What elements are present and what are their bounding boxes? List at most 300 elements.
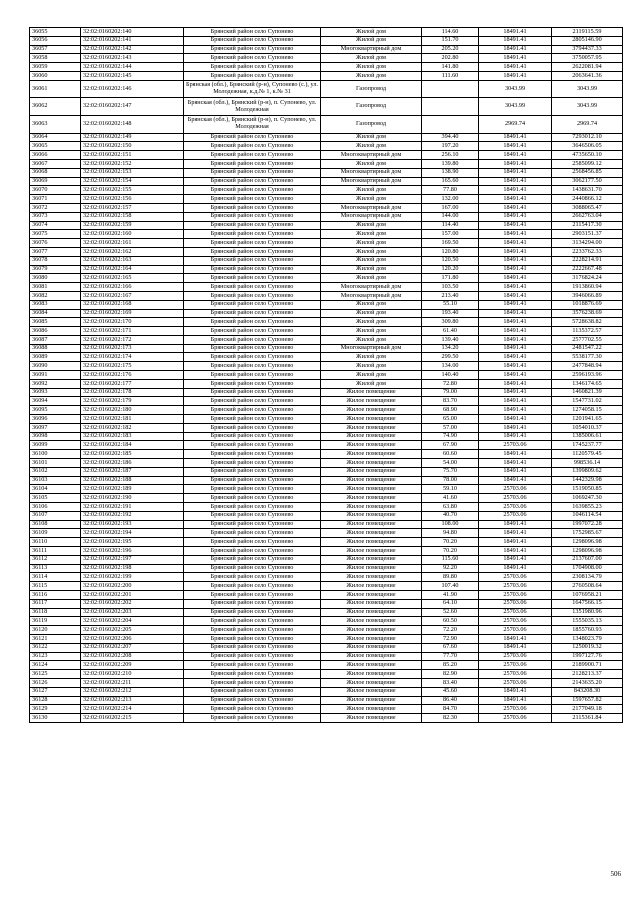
address-cell: Брянский район село Супонево	[184, 503, 321, 512]
area-cell: 213.40	[422, 291, 479, 300]
cadastral-value-cell: 1351980.96	[552, 608, 623, 617]
table-row	[30, 714, 623, 723]
cadastral-value-cell: 1460821.39	[552, 388, 623, 397]
row-number-cell: 36101	[30, 459, 81, 468]
address-cell: Брянский район село Супонево	[184, 705, 321, 714]
table-row	[30, 634, 623, 643]
cadastral-value-cell: 2577702.55	[552, 335, 623, 344]
table-row	[30, 309, 623, 318]
cadastral-number-cell: 32:02:0160202:188	[81, 476, 184, 485]
table-row	[30, 353, 623, 362]
area-cell: 205.20	[422, 45, 479, 54]
cadastral-value-cell: 2228214.91	[552, 256, 623, 265]
table-row	[30, 705, 623, 714]
object-type-cell: Жилой дом	[321, 239, 422, 248]
cadastral-number-cell: 32:02:0160202:197	[81, 555, 184, 564]
object-type-cell: Жилой дом	[321, 71, 422, 80]
object-type-cell: Жилое помещение	[321, 555, 422, 564]
address-cell: Брянский район село Супонево	[184, 511, 321, 520]
specific-value-cell: 18491.41	[479, 643, 552, 652]
object-type-cell: Жилое помещение	[321, 547, 422, 556]
row-number-cell: 36124	[30, 661, 81, 670]
object-type-cell: Жилой дом	[321, 371, 422, 380]
cadastral-value-cell: 3088065.47	[552, 203, 623, 212]
table-row	[30, 115, 623, 133]
cadastral-value-cell: 2137607.00	[552, 555, 623, 564]
cadastral-value-cell: 1997127.76	[552, 652, 623, 661]
specific-value-cell: 18491.41	[479, 239, 552, 248]
table-row	[30, 54, 623, 63]
cadastral-value-table-container	[29, 27, 619, 723]
object-type-cell: Многоквартирный дом	[321, 212, 422, 221]
cadastral-value-cell: 1704908.00	[552, 564, 623, 573]
table-row	[30, 599, 623, 608]
row-number-cell: 36063	[30, 115, 81, 133]
table-row	[30, 503, 623, 512]
address-cell: Брянский район село Супонево	[184, 485, 321, 494]
table-row	[30, 432, 623, 441]
cadastral-number-cell: 32:02:0160202:160	[81, 230, 184, 239]
cadastral-number-cell: 32:02:0160202:186	[81, 459, 184, 468]
object-type-cell: Жилое помещение	[321, 564, 422, 573]
row-number-cell: 36076	[30, 239, 81, 248]
cadastral-number-cell: 32:02:0160202:194	[81, 529, 184, 538]
specific-value-cell: 18491.41	[479, 318, 552, 327]
object-type-cell: Жилое помещение	[321, 388, 422, 397]
area-cell: 114.60	[422, 28, 479, 37]
object-type-cell: Жилой дом	[321, 54, 422, 63]
object-type-cell: Жилой дом	[321, 327, 422, 336]
cadastral-value-cell: 3750057.95	[552, 54, 623, 63]
object-type-cell: Многоквартирный дом	[321, 283, 422, 292]
object-type-cell: Жилой дом	[321, 309, 422, 318]
address-cell: Брянский район село Супонево	[184, 265, 321, 274]
address-cell: Брянский район село Супонево	[184, 362, 321, 371]
table-row	[30, 36, 623, 45]
specific-value-cell: 18491.41	[479, 547, 552, 556]
address-cell: Брянский район село Супонево	[184, 661, 321, 670]
cadastral-value-cell: 2143635.20	[552, 678, 623, 687]
area-cell: 193.40	[422, 309, 479, 318]
cadastral-value-cell: 2177049.18	[552, 705, 623, 714]
area-cell: 60.60	[422, 450, 479, 459]
object-type-cell: Многоквартирный дом	[321, 203, 422, 212]
address-cell: Брянский район село Супонево	[184, 670, 321, 679]
area-cell: 79.00	[422, 388, 479, 397]
table-row	[30, 71, 623, 80]
row-number-cell: 36128	[30, 696, 81, 705]
cadastral-number-cell: 32:02:0160202:142	[81, 45, 184, 54]
table-row	[30, 283, 623, 292]
object-type-cell: Жилое помещение	[321, 608, 422, 617]
table-row	[30, 687, 623, 696]
row-number-cell: 36114	[30, 573, 81, 582]
area-cell: 83.40	[422, 678, 479, 687]
table-row	[30, 142, 623, 151]
cadastral-number-cell: 32:02:0160202:193	[81, 520, 184, 529]
cadastral-value-cell: 1438631.70	[552, 186, 623, 195]
cadastral-value-cell: 1399809.62	[552, 467, 623, 476]
table-row	[30, 661, 623, 670]
area-cell: 78.00	[422, 476, 479, 485]
address-cell: Брянский район село Супонево	[184, 406, 321, 415]
object-type-cell: Жилое помещение	[321, 678, 422, 687]
object-type-cell: Жилое помещение	[321, 423, 422, 432]
cadastral-number-cell: 32:02:0160202:173	[81, 344, 184, 353]
row-number-cell: 36103	[30, 476, 81, 485]
row-number-cell: 36126	[30, 678, 81, 687]
address-cell: Брянский район село Супонево	[184, 652, 321, 661]
row-number-cell: 36088	[30, 344, 81, 353]
object-type-cell: Многоквартирный дом	[321, 177, 422, 186]
object-type-cell: Жилое помещение	[321, 582, 422, 591]
cadastral-value-cell: 843208.30	[552, 687, 623, 696]
specific-value-cell: 18491.41	[479, 265, 552, 274]
object-type-cell: Жилой дом	[321, 256, 422, 265]
object-type-cell: Жилой дом	[321, 362, 422, 371]
object-type-cell: Жилой дом	[321, 300, 422, 309]
cadastral-number-cell: 32:02:0160202:213	[81, 696, 184, 705]
cadastral-number-cell: 32:02:0160202:191	[81, 503, 184, 512]
cadastral-number-cell: 32:02:0160202:192	[81, 511, 184, 520]
address-cell: Брянский район село Супонево	[184, 626, 321, 635]
cadastral-value-cell: 1442329.98	[552, 476, 623, 485]
specific-value-cell: 25703.06	[479, 652, 552, 661]
table-row	[30, 520, 623, 529]
table-row	[30, 195, 623, 204]
area-cell: 120.20	[422, 265, 479, 274]
table-row	[30, 670, 623, 679]
cadastral-value-cell: 2063641.36	[552, 71, 623, 80]
row-number-cell: 36066	[30, 151, 81, 160]
specific-value-cell: 18491.41	[479, 696, 552, 705]
cadastral-number-cell: 32:02:0160202:165	[81, 274, 184, 283]
table-row	[30, 239, 623, 248]
address-cell: Брянский район село Супонево	[184, 714, 321, 723]
row-number-cell: 36081	[30, 283, 81, 292]
table-row	[30, 265, 623, 274]
object-type-cell: Жилое помещение	[321, 397, 422, 406]
area-cell: 94.80	[422, 529, 479, 538]
area-cell: 86.40	[422, 696, 479, 705]
cadastral-value-cell: 2128213.37	[552, 670, 623, 679]
area-cell: 165.60	[422, 177, 479, 186]
specific-value-cell: 18491.41	[479, 186, 552, 195]
cadastral-number-cell: 32:02:0160202:195	[81, 538, 184, 547]
object-type-cell: Жилое помещение	[321, 643, 422, 652]
row-number-cell: 36095	[30, 406, 81, 415]
specific-value-cell: 18491.41	[479, 555, 552, 564]
row-number-cell: 36075	[30, 230, 81, 239]
area-cell: 64.10	[422, 599, 479, 608]
specific-value-cell: 25703.06	[479, 573, 552, 582]
table-row	[30, 230, 623, 239]
cadastral-value-cell: 5728638.82	[552, 318, 623, 327]
object-type-cell: Жилое помещение	[321, 485, 422, 494]
table-row	[30, 643, 623, 652]
specific-value-cell: 3043.99	[479, 80, 552, 98]
cadastral-number-cell: 32:02:0160202:156	[81, 195, 184, 204]
cadastral-number-cell: 32:02:0160202:153	[81, 168, 184, 177]
object-type-cell: Жилое помещение	[321, 591, 422, 600]
address-cell: Брянский район село Супонево	[184, 687, 321, 696]
address-cell: Брянский район село Супонево	[184, 291, 321, 300]
specific-value-cell: 25703.06	[479, 441, 552, 450]
address-cell: Брянский район село Супонево	[184, 599, 321, 608]
cadastral-value-cell: 1745237.77	[552, 441, 623, 450]
table-row	[30, 678, 623, 687]
table-row	[30, 476, 623, 485]
specific-value-cell: 18491.41	[479, 459, 552, 468]
area-cell: 299.50	[422, 353, 479, 362]
cadastral-number-cell: 32:02:0160202:182	[81, 423, 184, 432]
area-cell: 52.60	[422, 608, 479, 617]
table-row	[30, 397, 623, 406]
area-cell: 202.80	[422, 54, 479, 63]
cadastral-value-cell: 3043.99	[552, 80, 623, 98]
table-row	[30, 485, 623, 494]
object-type-cell: Жилое помещение	[321, 599, 422, 608]
row-number-cell: 36070	[30, 186, 81, 195]
cadastral-value-cell: 3043.99	[552, 98, 623, 116]
object-type-cell: Жилой дом	[321, 28, 422, 37]
cadastral-value-cell: 5538177.30	[552, 353, 623, 362]
row-number-cell: 36056	[30, 36, 81, 45]
address-cell: Брянская (обл.), Брянский (р-н), Супонево (с.), ул. Молодежная, к.д.№ 1, к.№ 31	[184, 80, 321, 98]
row-number-cell: 36059	[30, 63, 81, 72]
cadastral-value-cell: 1385006.61	[552, 432, 623, 441]
area-cell: 75.70	[422, 467, 479, 476]
area-cell: 103.50	[422, 283, 479, 292]
cadastral-number-cell: 32:02:0160202:207	[81, 643, 184, 652]
area-cell: 139.40	[422, 335, 479, 344]
table-row	[30, 362, 623, 371]
row-number-cell: 36071	[30, 195, 81, 204]
specific-value-cell: 25703.06	[479, 503, 552, 512]
row-number-cell: 36119	[30, 617, 81, 626]
cadastral-value-cell: 4735650.10	[552, 151, 623, 160]
area-cell: 394.40	[422, 133, 479, 142]
specific-value-cell: 25703.06	[479, 494, 552, 503]
cadastral-value-cell: 3646506.05	[552, 142, 623, 151]
address-cell: Брянский район село Супонево	[184, 441, 321, 450]
row-number-cell: 36061	[30, 80, 81, 98]
address-cell: Брянский район село Супонево	[184, 494, 321, 503]
row-number-cell: 36058	[30, 54, 81, 63]
object-type-cell: Жилое помещение	[321, 432, 422, 441]
table-row	[30, 379, 623, 388]
row-number-cell: 36086	[30, 327, 81, 336]
row-number-cell: 36074	[30, 221, 81, 230]
table-row	[30, 467, 623, 476]
table-row	[30, 300, 623, 309]
specific-value-cell: 25703.06	[479, 599, 552, 608]
address-cell: Брянский район село Супонево	[184, 538, 321, 547]
row-number-cell: 36108	[30, 520, 81, 529]
table-row	[30, 423, 623, 432]
area-cell: 134.20	[422, 344, 479, 353]
row-number-cell: 36107	[30, 511, 81, 520]
specific-value-cell: 18491.41	[479, 309, 552, 318]
cadastral-value-cell: 3946066.89	[552, 291, 623, 300]
area-cell: 67.90	[422, 441, 479, 450]
area-cell: 144.00	[422, 212, 479, 221]
address-cell: Брянский район село Супонево	[184, 309, 321, 318]
cadastral-number-cell: 32:02:0160202:141	[81, 36, 184, 45]
object-type-cell: Жилое помещение	[321, 529, 422, 538]
cadastral-value-cell: 1547731.02	[552, 397, 623, 406]
cadastral-value-cell: 2233762.33	[552, 247, 623, 256]
row-number-cell: 36068	[30, 168, 81, 177]
object-type-cell: Жилое помещение	[321, 450, 422, 459]
object-type-cell: Жилой дом	[321, 159, 422, 168]
cadastral-value-cell: 1855760.93	[552, 626, 623, 635]
cadastral-value-cell: 2662763.04	[552, 212, 623, 221]
specific-value-cell: 25703.06	[479, 626, 552, 635]
row-number-cell: 36069	[30, 177, 81, 186]
address-cell: Брянский район село Супонево	[184, 159, 321, 168]
address-cell: Брянский район село Супонево	[184, 432, 321, 441]
table-row	[30, 547, 623, 556]
specific-value-cell: 18491.41	[479, 151, 552, 160]
object-type-cell: Жилой дом	[321, 142, 422, 151]
specific-value-cell: 25703.06	[479, 485, 552, 494]
cadastral-value-cell: 1046114.54	[552, 511, 623, 520]
row-number-cell: 36062	[30, 98, 81, 116]
table-row	[30, 159, 623, 168]
cadastral-number-cell: 32:02:0160202:184	[81, 441, 184, 450]
table-row	[30, 98, 623, 116]
area-cell	[422, 115, 479, 133]
cadastral-number-cell: 32:02:0160202:151	[81, 151, 184, 160]
table-row	[30, 203, 623, 212]
object-type-cell: Жилой дом	[321, 379, 422, 388]
cadastral-value-cell: 1250019.32	[552, 643, 623, 652]
cadastral-number-cell: 32:02:0160202:169	[81, 309, 184, 318]
address-cell: Брянский район село Супонево	[184, 221, 321, 230]
specific-value-cell: 18491.41	[479, 177, 552, 186]
cadastral-value-cell: 1346174.65	[552, 379, 623, 388]
row-number-cell: 36121	[30, 634, 81, 643]
address-cell: Брянский район село Супонево	[184, 318, 321, 327]
row-number-cell: 36078	[30, 256, 81, 265]
area-cell: 67.60	[422, 643, 479, 652]
row-number-cell: 36130	[30, 714, 81, 723]
area-cell: 77.80	[422, 186, 479, 195]
specific-value-cell: 18491.41	[479, 71, 552, 80]
cadastral-value-cell: 3176824.24	[552, 274, 623, 283]
area-cell: 74.90	[422, 432, 479, 441]
cadastral-value-cell: 1298096.98	[552, 547, 623, 556]
table-row	[30, 450, 623, 459]
specific-value-cell: 18491.41	[479, 203, 552, 212]
cadastral-number-cell: 32:02:0160202:176	[81, 371, 184, 380]
cadastral-number-cell: 32:02:0160202:175	[81, 362, 184, 371]
table-row	[30, 133, 623, 142]
specific-value-cell: 18491.41	[479, 415, 552, 424]
cadastral-value-table	[29, 27, 623, 723]
object-type-cell: Жилое помещение	[321, 687, 422, 696]
object-type-cell: Жилое помещение	[321, 520, 422, 529]
row-number-cell: 36094	[30, 397, 81, 406]
table-row	[30, 291, 623, 300]
cadastral-value-cell: 1120579.45	[552, 450, 623, 459]
cadastral-number-cell: 32:02:0160202:146	[81, 80, 184, 98]
cadastral-number-cell: 32:02:0160202:144	[81, 63, 184, 72]
row-number-cell: 36073	[30, 212, 81, 221]
address-cell: Брянский район село Супонево	[184, 344, 321, 353]
row-number-cell: 36077	[30, 247, 81, 256]
area-cell: 70.20	[422, 547, 479, 556]
table-row	[30, 388, 623, 397]
specific-value-cell: 18491.41	[479, 379, 552, 388]
specific-value-cell: 18491.41	[479, 159, 552, 168]
area-cell: 40.70	[422, 511, 479, 520]
cadastral-number-cell: 32:02:0160202:170	[81, 318, 184, 327]
address-cell: Брянский район село Супонево	[184, 591, 321, 600]
cadastral-number-cell: 32:02:0160202:164	[81, 265, 184, 274]
table-row	[30, 555, 623, 564]
row-number-cell: 36093	[30, 388, 81, 397]
area-cell: 70.20	[422, 538, 479, 547]
cadastral-number-cell: 32:02:0160202:162	[81, 247, 184, 256]
address-cell: Брянский район село Супонево	[184, 274, 321, 283]
object-type-cell: Жилое помещение	[321, 573, 422, 582]
address-cell: Брянский район село Супонево	[184, 247, 321, 256]
address-cell: Брянский район село Супонево	[184, 564, 321, 573]
table-row	[30, 186, 623, 195]
specific-value-cell: 18491.41	[479, 54, 552, 63]
cadastral-number-cell: 32:02:0160202:202	[81, 599, 184, 608]
cadastral-value-cell: 2596193.96	[552, 371, 623, 380]
cadastral-value-cell: 1348023.79	[552, 634, 623, 643]
address-cell: Брянский район село Супонево	[184, 467, 321, 476]
table-row	[30, 344, 623, 353]
cadastral-number-cell: 32:02:0160202:205	[81, 626, 184, 635]
area-cell: 140.40	[422, 371, 479, 380]
table-row	[30, 177, 623, 186]
area-cell: 85.20	[422, 661, 479, 670]
object-type-cell: Жилой дом	[321, 265, 422, 274]
cadastral-number-cell: 32:02:0160202:190	[81, 494, 184, 503]
cadastral-value-cell: 2189900.71	[552, 661, 623, 670]
cadastral-value-cell: 1076958.21	[552, 591, 623, 600]
table-row	[30, 371, 623, 380]
object-type-cell: Жилой дом	[321, 335, 422, 344]
area-cell: 55.10	[422, 300, 479, 309]
address-cell: Брянский район село Супонево	[184, 300, 321, 309]
row-number-cell: 36099	[30, 441, 81, 450]
row-number-cell: 36055	[30, 28, 81, 37]
address-cell: Брянский район село Супонево	[184, 608, 321, 617]
table-row	[30, 652, 623, 661]
area-cell: 92.20	[422, 564, 479, 573]
row-number-cell: 36098	[30, 432, 81, 441]
specific-value-cell: 18491.41	[479, 529, 552, 538]
specific-value-cell: 18491.41	[479, 450, 552, 459]
specific-value-cell: 18491.41	[479, 230, 552, 239]
cadastral-number-cell: 32:02:0160202:166	[81, 283, 184, 292]
area-cell: 114.40	[422, 221, 479, 230]
table-row	[30, 221, 623, 230]
row-number-cell: 36118	[30, 608, 81, 617]
object-type-cell: Жилой дом	[321, 186, 422, 195]
address-cell: Брянский район село Супонево	[184, 133, 321, 142]
table-row	[30, 608, 623, 617]
row-number-cell: 36085	[30, 318, 81, 327]
cadastral-number-cell: 32:02:0160202:196	[81, 547, 184, 556]
table-row	[30, 626, 623, 635]
